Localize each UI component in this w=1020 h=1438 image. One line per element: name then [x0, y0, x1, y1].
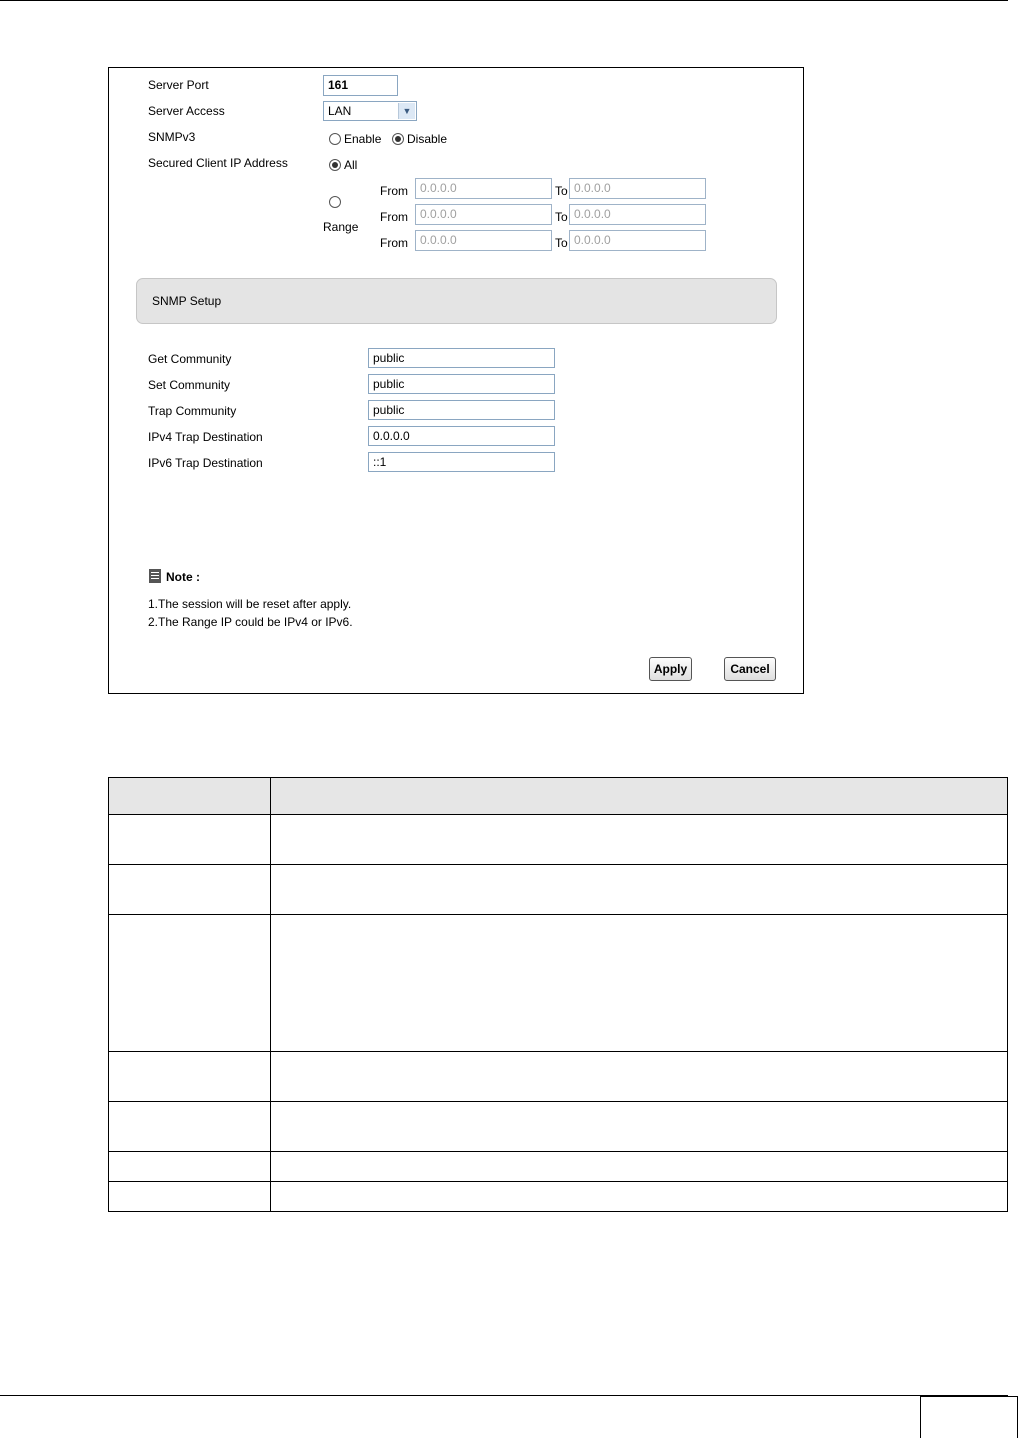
range-from-input[interactable]: 0.0.0.0 — [415, 230, 552, 251]
note-icon — [149, 569, 161, 583]
snmpv3-enable-label: Enable — [344, 132, 382, 146]
server-access-label: Server Access — [148, 104, 225, 118]
table-row-divider — [109, 864, 1007, 865]
ipv4-trap-label: IPv4 Trap Destination — [148, 430, 263, 444]
range-to-input[interactable]: 0.0.0.0 — [569, 204, 706, 225]
server-access-select[interactable] — [323, 101, 417, 121]
snmpv3-enable-radio[interactable] — [329, 133, 341, 145]
snmp-setup-title: SNMP Setup — [152, 294, 222, 308]
secured-client-range-radio[interactable] — [329, 196, 341, 208]
from-label: From — [380, 210, 408, 224]
page-number-box — [920, 1396, 1018, 1438]
bottom-rule — [0, 1395, 1008, 1396]
secured-client-range-label: Range — [323, 220, 359, 234]
range-from-input[interactable]: 0.0.0.0 — [415, 178, 552, 199]
trap-community-input[interactable]: public — [368, 400, 555, 420]
snmpv3-disable-label: Disable — [407, 132, 448, 146]
server-port-input[interactable]: 161 — [323, 75, 398, 96]
range-to-input[interactable]: 0.0.0.0 — [569, 178, 706, 199]
from-label: From — [380, 184, 408, 198]
note-line-1: 1.The session will be reset after apply. — [148, 597, 352, 611]
secured-client-label: Secured Client IP Address — [148, 156, 288, 170]
table-header-row — [109, 778, 1007, 815]
cancel-button[interactable]: Cancel — [724, 657, 776, 681]
get-community-input[interactable]: public — [368, 348, 555, 368]
chevron-down-icon: ▼ — [398, 103, 415, 119]
set-community-input[interactable]: public — [368, 374, 555, 394]
secured-client-all-label: All — [344, 158, 358, 172]
table-row-divider — [109, 1151, 1007, 1152]
table-row-divider — [109, 1101, 1007, 1102]
snmp-setup-section-header — [136, 278, 777, 324]
apply-button[interactable]: Apply — [649, 657, 692, 681]
secured-client-all-radio[interactable] — [329, 159, 341, 171]
range-from-input[interactable]: 0.0.0.0 — [415, 204, 552, 225]
note-line-2: 2.The Range IP could be IPv4 or IPv6. — [148, 615, 353, 629]
table-row-divider — [109, 914, 1007, 915]
from-label: From — [380, 236, 408, 250]
table-row-divider — [109, 1181, 1007, 1182]
note-title: Note : — [166, 570, 200, 584]
table-column-divider — [270, 778, 271, 1211]
to-label: To — [555, 210, 568, 224]
snmpv3-disable-radio[interactable] — [392, 133, 404, 145]
set-community-label: Set Community — [148, 378, 231, 392]
server-port-label: Server Port — [148, 78, 209, 92]
field-description-table — [108, 777, 1008, 1212]
ipv6-trap-input[interactable]: ::1 — [368, 452, 555, 472]
ipv4-trap-input[interactable]: 0.0.0.0 — [368, 426, 555, 446]
table-row-divider — [109, 1051, 1007, 1052]
to-label: To — [555, 236, 568, 250]
snmp-screen — [108, 67, 804, 694]
trap-community-label: Trap Community — [148, 404, 237, 418]
snmpv3-label: SNMPv3 — [148, 130, 196, 144]
range-to-input[interactable]: 0.0.0.0 — [569, 230, 706, 251]
ipv6-trap-label: IPv6 Trap Destination — [148, 456, 263, 470]
get-community-label: Get Community — [148, 352, 232, 366]
to-label: To — [555, 184, 568, 198]
top-rule — [0, 0, 1008, 1]
server-access-value: LAN — [328, 104, 352, 118]
